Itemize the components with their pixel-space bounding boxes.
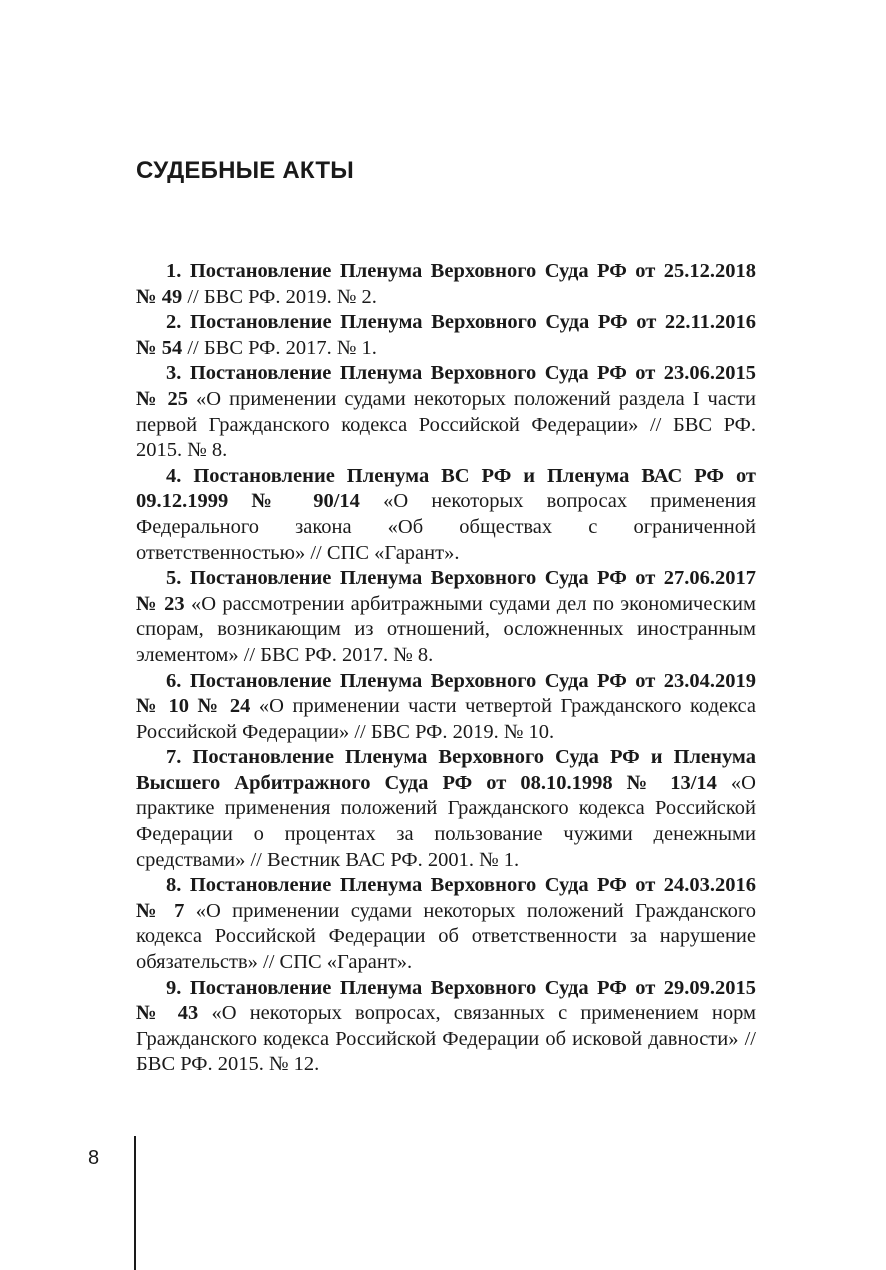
reference-number: 4.: [166, 464, 182, 487]
reference-item: [136, 310, 756, 361]
reference-source: «О применении судами некоторых положений Гражданского кодекса Российской Федерации об ответственности за нарушение обязательств» // СПС «Гарант».: [136, 899, 756, 974]
reference-heading: Постановление Пленума Верховного Суда РФ и Пленума Высшего Арбитражного Суда РФ от 08.10.1998 № 13/14: [136, 746, 757, 794]
reference-source: «О применении части четвертой Гражданского кодекса Российской Федерации» // БВС РФ. 2019. № 10.: [136, 695, 756, 743]
reference-number: 2.: [166, 311, 182, 334]
reference-heading: Постановление Пленума ВС РФ и Пленума ВАС РФ от 09.12.1999 № 90/14: [136, 464, 756, 513]
reference-heading: Постановление Пленума Верховного Суда РФ от 27.06.2017 № 23: [136, 567, 756, 615]
references-list: [136, 259, 756, 1078]
reference-number: 5.: [166, 567, 182, 590]
reference-heading: Постановление Пленума Верховного Суда РФ от 25.12.2018 № 49: [136, 260, 756, 308]
reference-source: // БВС РФ. 2017. № 1.: [182, 336, 377, 359]
reference-heading: Постановление Пленума Верховного Суда РФ от 23.06.2015 № 25: [136, 362, 756, 410]
margin-rule: [134, 1136, 136, 1270]
reference-source: «О практике применения положений Гражданского кодекса Российской Федерации о процентах за пользование чужими денежными средствами» // Вестник ВАС РФ. 2001. № 1.: [136, 771, 756, 871]
reference-source: «О некоторых вопросах применения Федерального закона «Об обществах с ограниченной ответственностью» // СПС «Гарант».: [136, 490, 757, 564]
reference-source: «О некоторых вопросах, связанных с применением норм Гражданского кодекса Российской Федерации об исковой давности» // БВС РФ. 2015. № 12.: [136, 1002, 756, 1076]
reference-number: 6.: [166, 669, 182, 692]
reference-source: // БВС РФ. 2019. № 2.: [182, 285, 377, 308]
reference-number: 1.: [166, 260, 182, 282]
reference-item: [136, 976, 756, 1078]
reference-number: 8.: [166, 874, 182, 897]
reference-item: [136, 873, 756, 975]
reference-heading: Постановление Пленума Верховного Суда РФ от 22.11.2016 № 54: [136, 311, 757, 359]
reference-heading: Постановление Пленума Верховного Суда РФ от 29.09.2015 № 43: [136, 976, 756, 1025]
reference-number: 7.: [166, 746, 182, 769]
section-title: СУДЕБНЫЕ АКТЫ: [136, 157, 354, 184]
reference-item: [136, 259, 756, 310]
page-number: 8: [88, 1147, 100, 1169]
reference-item: [136, 464, 756, 566]
reference-heading: Постановление Пленума Верховного Суда РФ от 24.03.2016 № 7: [136, 874, 756, 922]
reference-source: «О рассмотрении арбитражными судами дел по экономическим спорам, возникающим из отношений, осложненных иностранным элементом» // БВС РФ. 2017. № 8.: [136, 592, 756, 666]
reference-item: [136, 361, 756, 463]
reference-item: [136, 566, 756, 668]
reference-number: 9.: [166, 976, 182, 999]
reference-title: [136, 746, 756, 794]
reference-item: [136, 745, 756, 873]
reference-number: 3.: [166, 362, 182, 385]
reference-item: [136, 669, 756, 746]
reference-source: «О применении судами некоторых положений раздела I части первой Гражданского кодекса Российской Федерации» // БВС РФ. 2015. № 8.: [136, 387, 756, 462]
reference-heading: Постановление Пленума Верховного Суда РФ от 23.04.2019 № 10 № 24: [136, 669, 756, 718]
